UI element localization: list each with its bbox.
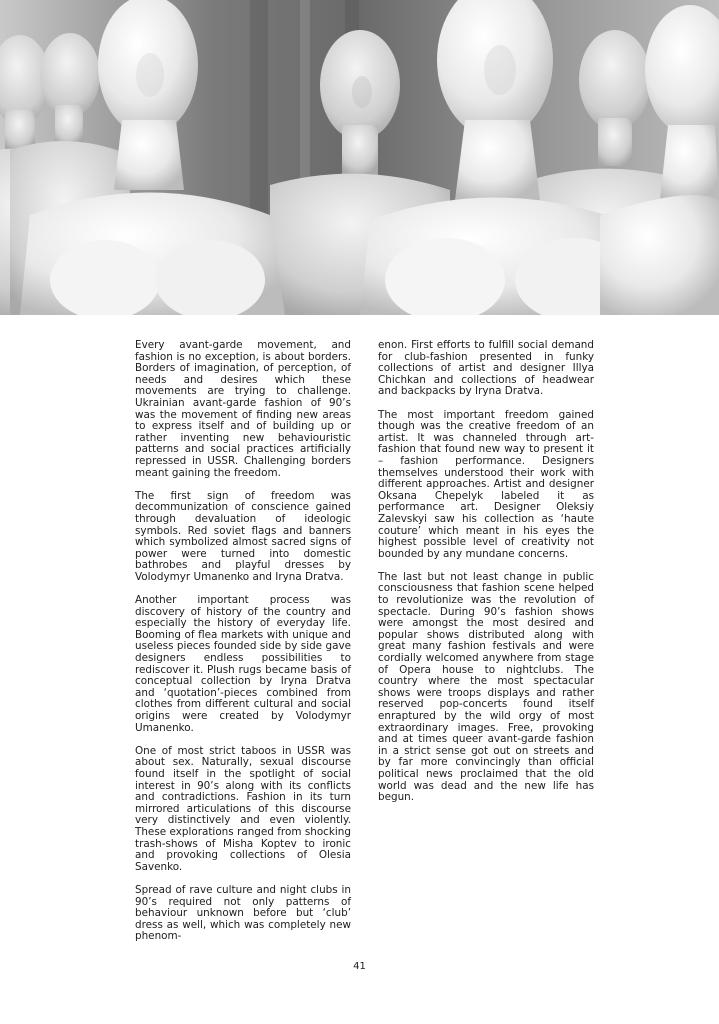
paragraph: Spread of rave culture and night clubs in 90’s required not only patterns of behaviour unknown before but ‘club’ dress as well, which was completely new phenom- <box>135 883 351 943</box>
article-right-column <box>378 340 594 815</box>
paragraph: enon. First efforts to fulfill social demand for club-fashion presented in funky collections of artist and designer Illya Chichkan and collections of headwear and backpacks by Iryna Dratva. <box>378 339 594 398</box>
article-left-column <box>135 340 351 954</box>
mannequins-illustration <box>0 0 719 315</box>
paragraph: The most important freedom gained though was the creative freedom of an artist. It was channeled through art-fashion that found new way to present it – fashion performance. Designers themselves understood their work with different approaches. Artist and designer Oksana Chepelyk labeled it as performance art. Designer Oleksiy Zalevskyi saw his collection as ‘haute couture’ which meant in his eyes the highest possible level of creativity not bounded by any mundane concerns. <box>378 408 594 560</box>
hero-photo-mannequins <box>0 0 719 315</box>
paragraph: Every avant-garde movement, and fashion is no exception, is about borders. Borders of imagination, of perception, of needs and desires which these movements are trying to challenge. Ukrainian avant-garde fashion of 90’s was the movement of finding new areas to express itself and of building up or rather inventing new behaviouristic patterns and social practices artificially repressed in USSR. Challenging borders meant gaining the freedom. <box>135 339 351 479</box>
paragraph: The first sign of freedom was decommunization of conscience gained through devaluation of ideologic symbols. Red soviet flags and banners which symbolized almost sacred signs of power were turned into domestic bathrobes and playful dresses by Volodymyr Umanenko and Iryna Dratva. <box>135 489 351 583</box>
paragraph: One of most strict taboos in USSR was about sex. Naturally, sexual discourse found itself in the spotlight of social interest in 90’s along with its conflicts and contradictions. Fashion in its turn mirrored articulations of this discourse very distinctively and even violently. These explorations ranged from shocking trash-shows of Misha Koptev to ironic and provoking collections of Olesia Savenko. <box>135 744 351 873</box>
paragraph: The last but not least change in public consciousness that fashion scene helped to revolutionize was the revolution of spectacle. During 90’s fashion shows were amongst the most desired and popular shows distributed along with great many fashion festivals and were cordially welcomed anywhere from stage of Opera house to nightclubs. The country where the most spectacular shows were troops displays and rather reserved pop-concerts found itself enraptured by the wild orgy of most extraordinary images. Free, provoking and at times queer avant-garde fashion in a strict sense got out on streets and by far more convincingly than official political news proclaimed that the old world was dead and the new life has begun. <box>378 570 594 804</box>
page-number: 41 <box>353 961 366 972</box>
paragraph: Another important process was discovery of history of the country and especially the history of everyday life. Booming of flea markets with unique and useless pieces founded side by side gave designers endless possibilities to rediscover it. Plush rugs became basis of conceptual collection by Iryna Dratva and ‘quotation’-pieces combined from clothes from different cultural and social origins were created by Volodymyr Umanenko. <box>135 594 351 734</box>
